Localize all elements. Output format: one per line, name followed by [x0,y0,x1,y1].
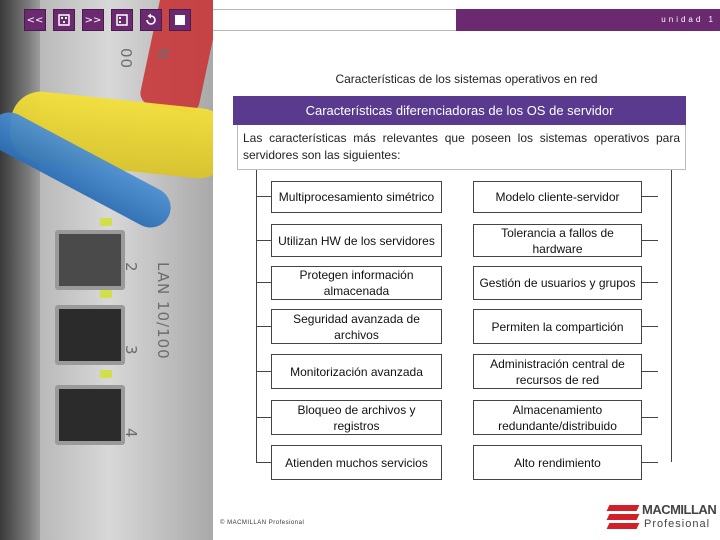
ethernet-port [55,305,125,365]
feature-card-right: Permiten la compartición [473,309,642,344]
connector-tick [642,196,658,197]
photo-panel-edge [0,0,40,540]
index-icon [116,14,128,26]
index-button[interactable] [111,9,133,31]
prev-button[interactable]: << [24,9,46,31]
feature-card-right: Modelo cliente-servidor [473,181,642,213]
plate-label: 3 [122,345,140,356]
connector-tick [642,417,658,418]
stop-icon [175,15,185,25]
connector-tick [642,240,658,241]
tree-connector-left [256,170,271,462]
tree-connector-right [657,170,672,462]
intro-text: Las características más relevantes que poseen los sistemas operativos para servidores son las siguientes: [237,125,686,170]
feature-card-right: Gestión de usuarios y grupos [473,266,642,300]
section-title: Características diferenciadoras de los OS de servidor [233,96,686,125]
ethernet-port [55,385,125,445]
connector-tick [256,417,271,418]
plate-label: 2 [122,262,140,273]
connector-tick [256,196,271,197]
connector-tick [642,282,658,283]
copyright-footer: © MACMILLAN Profesional [220,520,305,526]
connector-tick [256,240,271,241]
plate-label: LAN 10/100 [154,262,172,360]
feature-card-right: Almacenamiento redundante/distribuido [473,400,642,435]
feature-card-left: Monitorización avanzada [271,354,442,389]
stop-button[interactable] [169,9,191,31]
connector-tick [642,462,658,463]
grid-icon [58,14,70,26]
plate-label: 4 [122,428,140,439]
logo-mark-icon [608,502,638,534]
connector-tick [642,371,658,372]
logo-sub: Profesional [644,518,711,530]
feature-card-left: Protegen información almacenada [271,266,442,300]
return-button[interactable] [140,9,162,31]
plate-label: N [154,48,172,61]
feature-card-right: Administración central de recursos de red [473,354,642,389]
return-icon [144,13,158,27]
macmillan-logo [608,502,718,534]
header-line [213,9,456,31]
feature-card-left: Seguridad avanzada de archivos [271,309,442,344]
port-led [100,218,112,226]
connector-tick [256,371,271,372]
connector-tick [256,282,271,283]
connector-tick [256,462,271,463]
port-led [100,290,112,298]
feature-card-left: Atienden muchos servicios [271,445,442,480]
feature-card-left: Bloqueo de archivos y registros [271,400,442,435]
feature-card-left: Multiprocesamiento simétrico [271,181,442,213]
logo-brand: MACMILLAN [642,502,717,517]
next-button[interactable]: >> [82,9,104,31]
port-led [100,370,112,378]
page-title: Características de los sistemas operativos en red [335,72,598,86]
connector-tick [642,326,658,327]
ethernet-port [55,230,125,290]
connector-tick [256,326,271,327]
feature-card-right: Tolerancia a fallos de hardware [473,224,642,257]
feature-card-right: Alto rendimiento [473,445,642,480]
grid-button[interactable] [53,9,75,31]
network-switch-photo [0,0,213,540]
feature-card-left: Utilizan HW de los servidores [271,224,442,257]
unit-label: unidad 1 [456,9,720,31]
plate-label: 00 [117,48,135,70]
navigation-toolbar [24,9,198,31]
